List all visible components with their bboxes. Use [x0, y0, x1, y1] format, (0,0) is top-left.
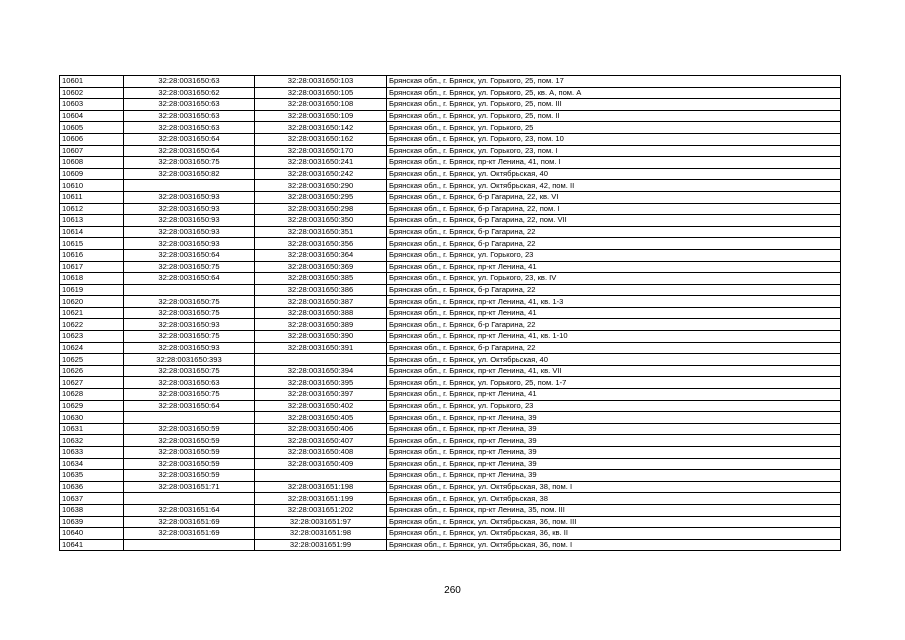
row-number-cell: 10609: [60, 168, 124, 180]
parent-cadastral-number-cell: 32:28:0031651:69: [124, 516, 255, 528]
cadastral-number-cell: 32:28:0031650:386: [255, 284, 387, 296]
cadastral-number-cell: 32:28:0031651:198: [255, 481, 387, 493]
row-number-cell: 10637: [60, 493, 124, 505]
address-cell: Брянская обл., г. Брянск, ул. Октябрьская, 36, пом. III: [387, 516, 841, 528]
cadastral-number-cell: 32:28:0031650:290: [255, 180, 387, 192]
parent-cadastral-number-cell: 32:28:0031650:75: [124, 365, 255, 377]
row-number-cell: 10611: [60, 191, 124, 203]
row-number-cell: 10632: [60, 435, 124, 447]
row-number-cell: 10626: [60, 365, 124, 377]
address-cell: Брянская обл., г. Брянск, ул. Октябрьская, 36, кв. II: [387, 528, 841, 540]
table-row: [60, 365, 841, 377]
row-number-cell: 10622: [60, 319, 124, 331]
cadastral-number-cell: 32:28:0031650:105: [255, 87, 387, 99]
parent-cadastral-number-cell: 32:28:0031650:63: [124, 76, 255, 88]
parent-cadastral-number-cell: 32:28:0031650:93: [124, 215, 255, 227]
cadastral-number-cell: 32:28:0031650:394: [255, 365, 387, 377]
parent-cadastral-number-cell: 32:28:0031650:75: [124, 331, 255, 343]
row-number-cell: 10619: [60, 284, 124, 296]
parent-cadastral-number-cell: 32:28:0031650:75: [124, 307, 255, 319]
address-cell: Брянская обл., г. Брянск, б-р Гагарина, 22: [387, 284, 841, 296]
cadastral-number-cell: 32:28:0031650:241: [255, 157, 387, 169]
row-number-cell: 10620: [60, 296, 124, 308]
row-number-cell: 10617: [60, 261, 124, 273]
cadastral-number-cell: 32:28:0031650:408: [255, 447, 387, 459]
cadastral-number-cell: 32:28:0031650:390: [255, 331, 387, 343]
row-number-cell: 10621: [60, 307, 124, 319]
row-number-cell: 10640: [60, 528, 124, 540]
cadastral-number-cell: 32:28:0031650:350: [255, 215, 387, 227]
page-number: 260: [444, 585, 461, 596]
parent-cadastral-number-cell: 32:28:0031650:63: [124, 99, 255, 111]
address-cell: Брянская обл., г. Брянск, пр-кт Ленина, 41: [387, 261, 841, 273]
parent-cadastral-number-cell: [124, 284, 255, 296]
table-row: [60, 215, 841, 227]
parent-cadastral-number-cell: 32:28:0031650:64: [124, 133, 255, 145]
cadastral-number-cell: 32:28:0031650:170: [255, 145, 387, 157]
table-row: [60, 261, 841, 273]
parent-cadastral-number-cell: 32:28:0031651:71: [124, 481, 255, 493]
address-cell: Брянская обл., г. Брянск, б-р Гагарина, 22, пом. VII: [387, 215, 841, 227]
table-row: [60, 342, 841, 354]
table-row: [60, 423, 841, 435]
table-row: [60, 203, 841, 215]
address-cell: Брянская обл., г. Брянск, пр-кт Ленина, 39: [387, 458, 841, 470]
parent-cadastral-number-cell: 32:28:0031650:59: [124, 447, 255, 459]
parent-cadastral-number-cell: 32:28:0031650:75: [124, 261, 255, 273]
table-row: [60, 516, 841, 528]
parent-cadastral-number-cell: 32:28:0031650:63: [124, 122, 255, 134]
table-row: [60, 284, 841, 296]
cadastral-number-cell: 32:28:0031650:391: [255, 342, 387, 354]
parent-cadastral-number-cell: 32:28:0031650:64: [124, 273, 255, 285]
table-row: [60, 87, 841, 99]
row-number-cell: 10618: [60, 273, 124, 285]
cadastral-number-cell: 32:28:0031650:405: [255, 412, 387, 424]
parent-cadastral-number-cell: 32:28:0031650:75: [124, 389, 255, 401]
parent-cadastral-number-cell: 32:28:0031650:59: [124, 423, 255, 435]
table-row: [60, 110, 841, 122]
address-cell: Брянская обл., г. Брянск, ул. Горького, 23, кв. IV: [387, 273, 841, 285]
cadastral-number-cell: 32:28:0031650:397: [255, 389, 387, 401]
address-cell: Брянская обл., г. Брянск, ул. Горького, 25, пом. II: [387, 110, 841, 122]
address-cell: Брянская обл., г. Брянск, пр-кт Ленина, 41, кв. VII: [387, 365, 841, 377]
cadastral-number-cell: 32:28:0031650:402: [255, 400, 387, 412]
parent-cadastral-number-cell: [124, 539, 255, 551]
row-number-cell: 10605: [60, 122, 124, 134]
parent-cadastral-number-cell: 32:28:0031650:75: [124, 296, 255, 308]
table-row: [60, 400, 841, 412]
parent-cadastral-number-cell: [124, 180, 255, 192]
table-row: [60, 447, 841, 459]
address-cell: Брянская обл., г. Брянск, ул. Горького, 25, кв. А, пом. А: [387, 87, 841, 99]
row-number-cell: 10602: [60, 87, 124, 99]
cadastral-number-cell: 32:28:0031651:99: [255, 539, 387, 551]
cadastral-number-cell: 32:28:0031650:103: [255, 76, 387, 88]
address-cell: Брянская обл., г. Брянск, пр-кт Ленина, 39: [387, 447, 841, 459]
parent-cadastral-number-cell: 32:28:0031650:93: [124, 238, 255, 250]
row-number-cell: 10631: [60, 423, 124, 435]
parent-cadastral-number-cell: 32:28:0031650:64: [124, 249, 255, 261]
table-row: [60, 157, 841, 169]
address-cell: Брянская обл., г. Брянск, ул. Октябрьская, 42, пом. II: [387, 180, 841, 192]
cadastral-number-cell: 32:28:0031650:162: [255, 133, 387, 145]
row-number-cell: 10612: [60, 203, 124, 215]
row-number-cell: 10627: [60, 377, 124, 389]
cadastral-number-cell: 32:28:0031650:295: [255, 191, 387, 203]
address-cell: Брянская обл., г. Брянск, ул. Октябрьская, 40: [387, 354, 841, 366]
cadastral-number-cell: 32:28:0031650:108: [255, 99, 387, 111]
table-row: [60, 504, 841, 516]
cadastral-number-cell: 32:28:0031650:364: [255, 249, 387, 261]
address-cell: Брянская обл., г. Брянск, ул. Горького, 25: [387, 122, 841, 134]
table-row: [60, 180, 841, 192]
row-number-cell: 10629: [60, 400, 124, 412]
cadastral-number-cell: 32:28:0031650:407: [255, 435, 387, 447]
address-cell: Брянская обл., г. Брянск, пр-кт Ленина, 39: [387, 435, 841, 447]
cadastral-number-cell: 32:28:0031650:369: [255, 261, 387, 273]
address-cell: Брянская обл., г. Брянск, пр-кт Ленина, 39: [387, 470, 841, 482]
cadastral-number-cell: 32:28:0031651:199: [255, 493, 387, 505]
table-row: [60, 539, 841, 551]
parent-cadastral-number-cell: 32:28:0031650:75: [124, 157, 255, 169]
address-cell: Брянская обл., г. Брянск, ул. Горького, 25, пом. 17: [387, 76, 841, 88]
row-number-cell: 10639: [60, 516, 124, 528]
table-row: [60, 412, 841, 424]
parent-cadastral-number-cell: 32:28:0031650:93: [124, 342, 255, 354]
table-row: [60, 99, 841, 111]
table-row: [60, 296, 841, 308]
address-cell: Брянская обл., г. Брянск, пр-кт Ленина, 39: [387, 412, 841, 424]
address-cell: Брянская обл., г. Брянск, б-р Гагарина, 22: [387, 319, 841, 331]
row-number-cell: 10633: [60, 447, 124, 459]
row-number-cell: 10623: [60, 331, 124, 343]
address-cell: Брянская обл., г. Брянск, пр-кт Ленина, 41, кв. 1-3: [387, 296, 841, 308]
address-cell: Брянская обл., г. Брянск, ул. Горького, 23, пом. 10: [387, 133, 841, 145]
table-row: [60, 191, 841, 203]
row-number-cell: 10608: [60, 157, 124, 169]
cadastral-number-cell: 32:28:0031650:406: [255, 423, 387, 435]
parent-cadastral-number-cell: 32:28:0031650:393: [124, 354, 255, 366]
parent-cadastral-number-cell: 32:28:0031650:93: [124, 226, 255, 238]
cadastral-number-cell: 32:28:0031650:356: [255, 238, 387, 250]
table-row: [60, 133, 841, 145]
row-number-cell: 10610: [60, 180, 124, 192]
parent-cadastral-number-cell: 32:28:0031651:69: [124, 528, 255, 540]
parent-cadastral-number-cell: 32:28:0031650:63: [124, 110, 255, 122]
registry-table-body: [60, 76, 841, 551]
cadastral-number-cell: 32:28:0031650:395: [255, 377, 387, 389]
address-cell: Брянская обл., г. Брянск, ул. Октябрьская, 38, пом. I: [387, 481, 841, 493]
cadastral-number-cell: 32:28:0031650:387: [255, 296, 387, 308]
address-cell: Брянская обл., г. Брянск, ул. Октябрьская, 36, пом. I: [387, 539, 841, 551]
address-cell: Брянская обл., г. Брянск, б-р Гагарина, 22, кв. VI: [387, 191, 841, 203]
parent-cadastral-number-cell: 32:28:0031650:93: [124, 203, 255, 215]
address-cell: Брянская обл., г. Брянск, ул. Горького, 25, пом. 1-7: [387, 377, 841, 389]
table-row: [60, 249, 841, 261]
table-row: [60, 435, 841, 447]
table-row: [60, 470, 841, 482]
row-number-cell: 10634: [60, 458, 124, 470]
cadastral-number-cell: 32:28:0031650:388: [255, 307, 387, 319]
row-number-cell: 10606: [60, 133, 124, 145]
row-number-cell: 10604: [60, 110, 124, 122]
parent-cadastral-number-cell: 32:28:0031650:64: [124, 400, 255, 412]
cadastral-number-cell: [255, 470, 387, 482]
table-row: [60, 354, 841, 366]
parent-cadastral-number-cell: [124, 493, 255, 505]
parent-cadastral-number-cell: 32:28:0031650:59: [124, 470, 255, 482]
row-number-cell: 10613: [60, 215, 124, 227]
address-cell: Брянская обл., г. Брянск, пр-кт Ленина, 41: [387, 389, 841, 401]
parent-cadastral-number-cell: [124, 412, 255, 424]
address-cell: Брянская обл., г. Брянск, б-р Гагарина, 22: [387, 238, 841, 250]
address-cell: Брянская обл., г. Брянск, ул. Горького, 23, пом. I: [387, 145, 841, 157]
cadastral-number-cell: [255, 354, 387, 366]
parent-cadastral-number-cell: 32:28:0031650:93: [124, 191, 255, 203]
table-row: [60, 238, 841, 250]
address-cell: Брянская обл., г. Брянск, пр-кт Ленина, 41, пом. I: [387, 157, 841, 169]
cadastral-number-cell: 32:28:0031650:242: [255, 168, 387, 180]
table-row: [60, 273, 841, 285]
cadastral-number-cell: 32:28:0031651:202: [255, 504, 387, 516]
address-cell: Брянская обл., г. Брянск, ул. Октябрьская, 38: [387, 493, 841, 505]
table-row: [60, 377, 841, 389]
table-row: [60, 481, 841, 493]
parent-cadastral-number-cell: 32:28:0031650:63: [124, 377, 255, 389]
table-row: [60, 389, 841, 401]
cadastral-number-cell: 32:28:0031650:389: [255, 319, 387, 331]
registry-table: [59, 75, 841, 551]
table-row: [60, 122, 841, 134]
row-number-cell: 10601: [60, 76, 124, 88]
address-cell: Брянская обл., г. Брянск, ул. Октябрьская, 40: [387, 168, 841, 180]
address-cell: Брянская обл., г. Брянск, ул. Горького, 25, пом. III: [387, 99, 841, 111]
table-row: [60, 458, 841, 470]
table-row: [60, 493, 841, 505]
parent-cadastral-number-cell: 32:28:0031650:59: [124, 458, 255, 470]
row-number-cell: 10641: [60, 539, 124, 551]
cadastral-number-cell: 32:28:0031650:351: [255, 226, 387, 238]
row-number-cell: 10636: [60, 481, 124, 493]
cadastral-number-cell: 32:28:0031650:409: [255, 458, 387, 470]
row-number-cell: 10630: [60, 412, 124, 424]
address-cell: Брянская обл., г. Брянск, б-р Гагарина, 22, пом. I: [387, 203, 841, 215]
row-number-cell: 10638: [60, 504, 124, 516]
row-number-cell: 10614: [60, 226, 124, 238]
cadastral-number-cell: 32:28:0031651:98: [255, 528, 387, 540]
row-number-cell: 10615: [60, 238, 124, 250]
address-cell: Брянская обл., г. Брянск, пр-кт Ленина, 41, кв. 1-10: [387, 331, 841, 343]
table-row: [60, 76, 841, 88]
parent-cadastral-number-cell: 32:28:0031650:82: [124, 168, 255, 180]
table-row: [60, 319, 841, 331]
address-cell: Брянская обл., г. Брянск, пр-кт Ленина, 41: [387, 307, 841, 319]
parent-cadastral-number-cell: 32:28:0031651:64: [124, 504, 255, 516]
address-cell: Брянская обл., г. Брянск, б-р Гагарина, 22: [387, 226, 841, 238]
address-cell: Брянская обл., г. Брянск, ул. Горького, 23: [387, 249, 841, 261]
address-cell: Брянская обл., г. Брянск, пр-кт Ленина, 39: [387, 423, 841, 435]
cadastral-number-cell: 32:28:0031650:142: [255, 122, 387, 134]
row-number-cell: 10607: [60, 145, 124, 157]
table-row: [60, 168, 841, 180]
address-cell: Брянская обл., г. Брянск, пр-кт Ленина, 35, пом. III: [387, 504, 841, 516]
row-number-cell: 10625: [60, 354, 124, 366]
row-number-cell: 10635: [60, 470, 124, 482]
table-row: [60, 307, 841, 319]
address-cell: Брянская обл., г. Брянск, б-р Гагарина, 22: [387, 342, 841, 354]
parent-cadastral-number-cell: 32:28:0031650:59: [124, 435, 255, 447]
parent-cadastral-number-cell: 32:28:0031650:93: [124, 319, 255, 331]
row-number-cell: 10603: [60, 99, 124, 111]
cadastral-number-cell: 32:28:0031650:109: [255, 110, 387, 122]
row-number-cell: 10624: [60, 342, 124, 354]
address-cell: Брянская обл., г. Брянск, ул. Горького, 23: [387, 400, 841, 412]
cadastral-number-cell: 32:28:0031650:385: [255, 273, 387, 285]
row-number-cell: 10628: [60, 389, 124, 401]
row-number-cell: 10616: [60, 249, 124, 261]
cadastral-number-cell: 32:28:0031651:97: [255, 516, 387, 528]
parent-cadastral-number-cell: 32:28:0031650:62: [124, 87, 255, 99]
cadastral-number-cell: 32:28:0031650:298: [255, 203, 387, 215]
table-row: [60, 528, 841, 540]
parent-cadastral-number-cell: 32:28:0031650:64: [124, 145, 255, 157]
table-row: [60, 145, 841, 157]
table-row: [60, 226, 841, 238]
table-row: [60, 331, 841, 343]
